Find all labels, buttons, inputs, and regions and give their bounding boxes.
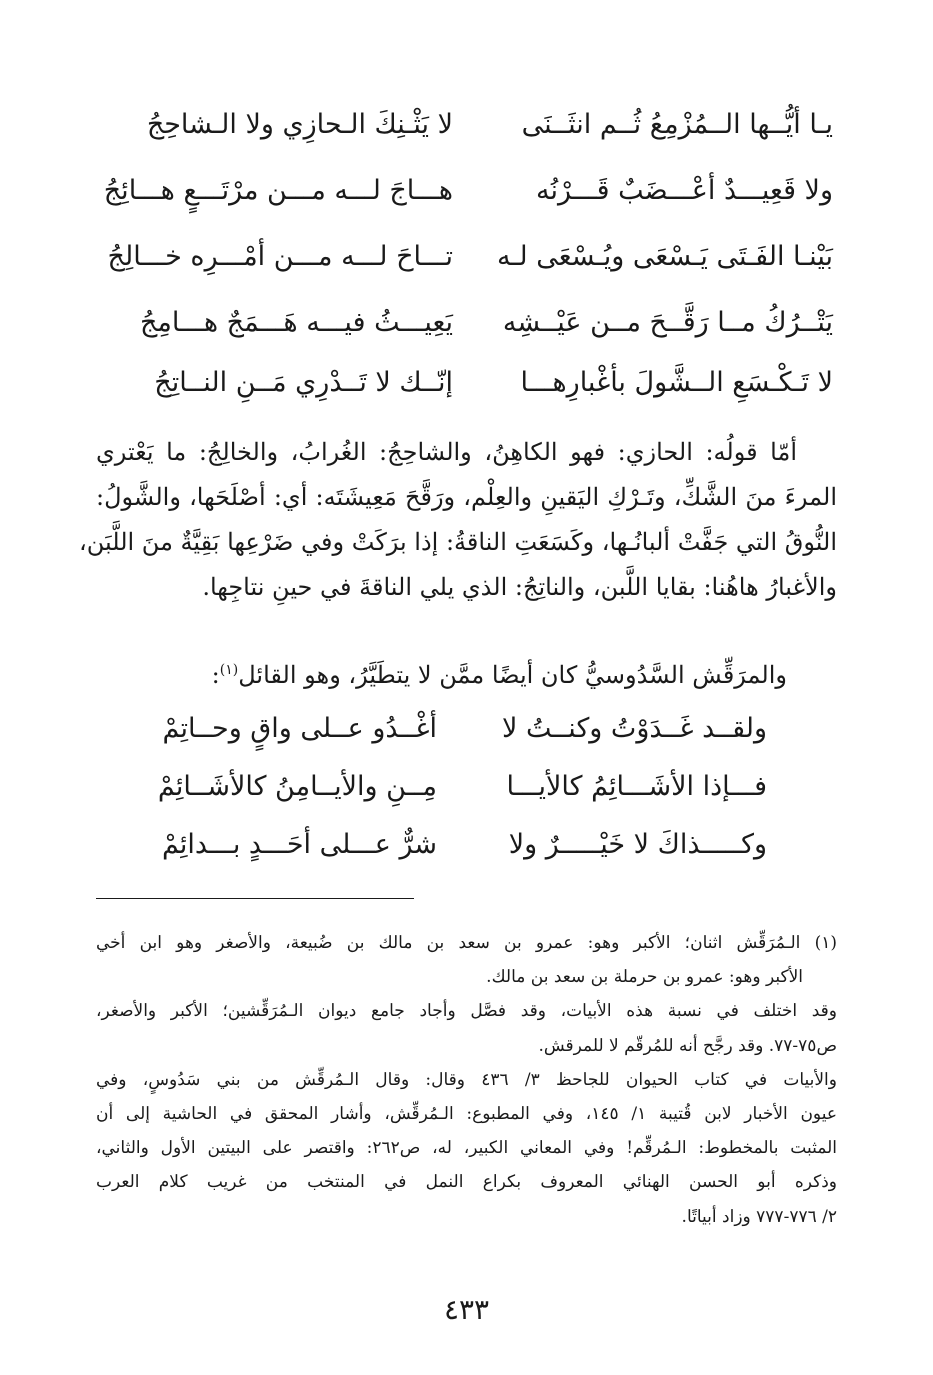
verse-first-hemistich: ولا قَعِيـــدٌ أعْـــضَبٌ قَـــرْنُه: [536, 175, 833, 206]
commentary-line: والأغبارُ هاهُنا: بقايا اللَّبن، والناتِجُ: الذي يلي الناقةَ في حينِ نتاجِها.: [202, 573, 837, 601]
poem-verse: [96, 296, 837, 350]
poem-verse: [96, 164, 837, 218]
poem-verse: [96, 702, 837, 756]
commentary-line: أمّا قولُه: الحازي: فهو الكاهِنُ، والشاحِجُ: الغُرابُ، والخالِجُ: ما يَعْتري: [96, 438, 797, 466]
poem-verse: [96, 98, 837, 152]
verse-second-hemistich: مِــنِ والأيــامِنُ كالأشَــائِمْ: [157, 771, 437, 802]
footnote-line: وقد اختلف في نسبة هذه الأبيات، وقد فصَّل وأجاد جامع ديوان الـمُرَقِّشين؛ الأكبر والأصغر،: [96, 1001, 837, 1022]
intro-colon: :: [211, 661, 220, 689]
footnote-line: (١) الـمُرَقِّش اثنان؛ الأكبر وهو: عمرو بن سعد بن مالك بن ضُبيعة، والأصغر وهو ابن أخي: [96, 933, 837, 953]
page-number: ٤٣٣: [443, 1293, 490, 1326]
footnote-line: المثبت بالمخطوط: الـمُرقِّم! وفي المعاني الكبير، له، ص٢٦٢: واقتصر على البيتين الأول والثاني،: [96, 1138, 837, 1159]
commentary-paragraph: [78, 430, 837, 610]
poem-verse: [96, 760, 837, 814]
footnote-separator: [96, 898, 414, 899]
verse-second-hemistich: لا يَثْـنِكَ الـحازِي ولا الـشاحِجُ: [146, 109, 453, 140]
footnote-line: عيون الأخبار لابن قُتيبة ١/ ١٤٥، وفي المطبوع: الـمُرقِّش، وأشار المحقق في الحاشية إلى أن: [96, 1104, 837, 1125]
verse-second-hemistich: شرٌّ عـــلى أحَـــدٍ بـــدائِمْ: [161, 829, 437, 860]
verse-first-hemistich: يَتْــرُكُ مــا رَقَّــحَ مــن عَيْــشِه: [502, 307, 833, 338]
footnote-line: ٢/ ٧٧٦-٧٧٧ وزاد أبياتًا.: [681, 1206, 837, 1227]
verse-first-hemistich: يـا أيُّــها الــمُزْمِعُ ثُــم انثَــنَى: [521, 109, 833, 140]
verse-second-hemistich: هـــاجَ لـــه مـــن مرْتَـــعٍ هـــائِجُ: [103, 175, 453, 206]
footnote-line: الأكبر وهو: عمرو بن حرملة بن سعد بن مالك.: [486, 967, 803, 988]
verse-second-hemistich: يَعِيـــثُ فيـــه هَـــمَجٌ هـــامِجُ: [139, 307, 453, 338]
book-page: [78, 0, 837, 1375]
verse-first-hemistich: بَيْنـا الفَـتَى يَـسْعَى ويُـسْعَى لـه: [497, 241, 833, 272]
verse-second-hemistich: أغْــدُو عــلى واقٍ وحــاتِمْ: [162, 713, 437, 744]
footnote-reference: (١): [219, 662, 239, 678]
poem-verse: [96, 818, 837, 872]
verse-first-hemistich: فـــإذا الأشَـــائِمُ كالأيـــا: [506, 771, 767, 802]
poem-verse: [96, 230, 837, 284]
footnote-line: وذكره أبو الحسن الهنائي المعروف بكراع النمل في المنتخب من غريب كلام العرب: [96, 1172, 837, 1193]
footnote-line: والأبيات في كتاب الحيوان للجاحظ ٣/ ٤٣٦ وقال: وقال الـمُرقِّش من بني سَدُوسٍ، وفي: [96, 1069, 837, 1090]
verse-first-hemistich: وكـــــذاكَ لا خَيْـــــرٌ ولا: [508, 829, 767, 860]
commentary-line: المرءَ منَ الشَّكِّ، وتَـرْكِ اليَقينِ والعِلْم، ورَقَّحَ مَعِيشَتَه: أي: أصْلَحَها، والشَّولُ:: [96, 483, 837, 511]
verse-first-hemistich: ولقــد غَــدَوْتُ وكنــتُ لا: [501, 713, 767, 744]
verse-second-hemistich: تـــاحَ لـــه مـــن أمْـــرِه خـــالِجُ: [107, 241, 453, 272]
commentary-line: النُّوقُ التي جَفَّتْ ألبانُـها، وكَسَعَتِ الناقةُ: إذا برَكَتْ وفي ضَرْعِها بَقِيَّةٌ منَ اللَّبَن،: [78, 528, 837, 556]
poet-introduction: [212, 648, 787, 698]
footnotes: [96, 926, 837, 1234]
poem-verse: [96, 356, 837, 410]
intro-text: والمرَقِّش السَّدُوسيُّ كان أيضًا ممَّن لا يتطَيَّرُ، وهو القائل: [238, 661, 787, 689]
verse-first-hemistich: لا تَـكْـسَعِ الــشَّولَ بأغْبارِهـــا: [520, 367, 833, 398]
footnote-line: ص٧٥-٧٧. وقد رجَّح أنه للمُرقّم لا للمرقش.: [538, 1035, 837, 1056]
verse-second-hemistich: إنّــك لا تَــدْرِي مَــنِ النــاتِجُ: [154, 367, 453, 398]
